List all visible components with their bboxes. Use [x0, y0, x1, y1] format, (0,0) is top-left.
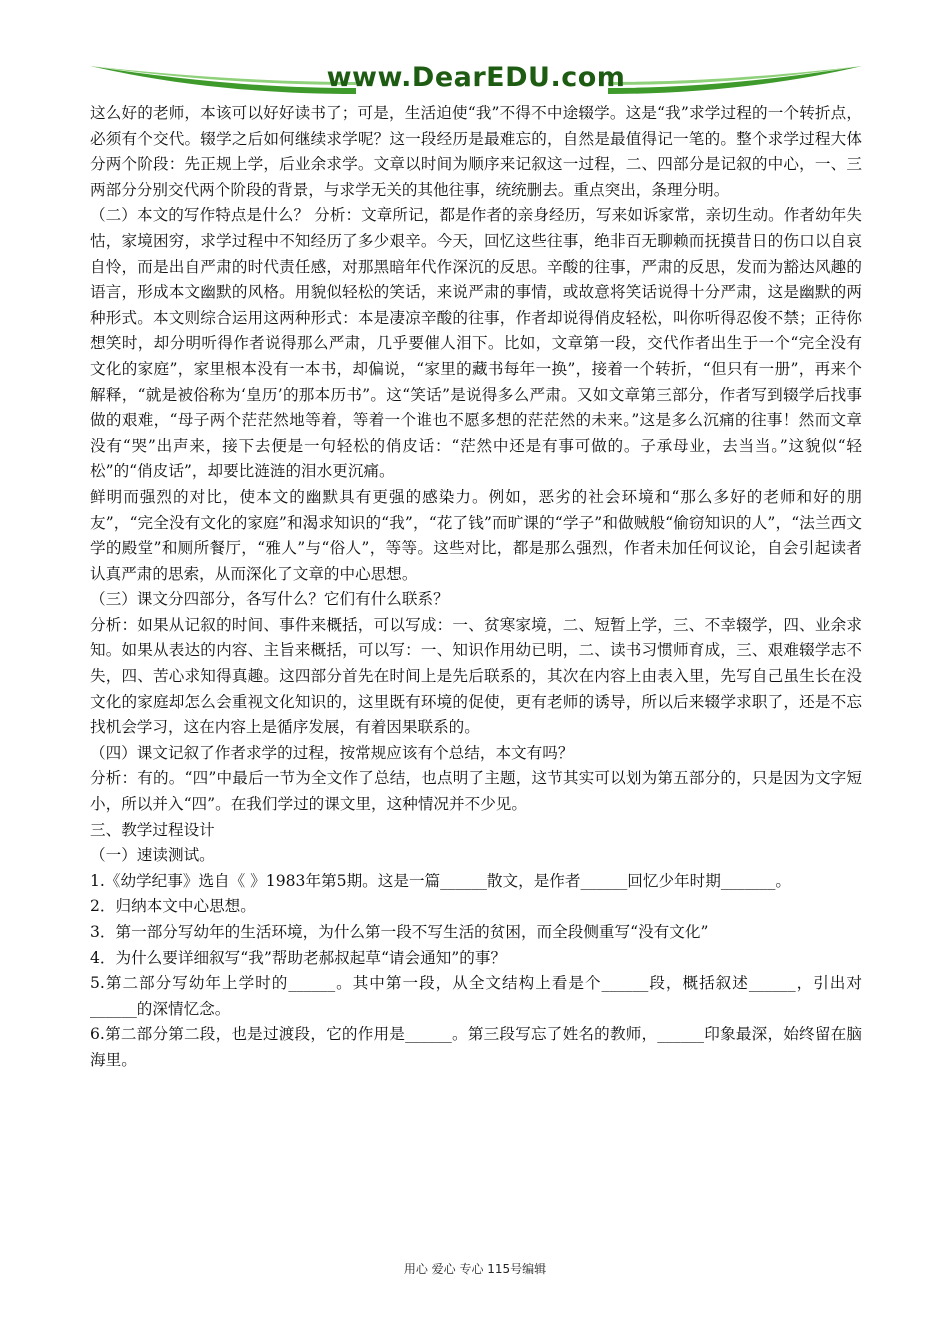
document-body [90, 101, 862, 1074]
question-item: 4．为什么要详细叙写“我”帮助老郝叔起草“请会通知”的事？ [90, 948, 507, 967]
question-item: 3．第一部分写幼年的生活环境，为什么第一段不写生活的贫困，而全段侧重写“没有文化” [90, 923, 709, 941]
question-item: 5.第二部分写幼年上学时的______。其中第一段，从全文结构上看是个______段，概括叙述______，引出对______的深情忆念。 [90, 974, 862, 1018]
paragraph: （四）课文记叙了作者求学的过程，按常规应该有个总结，本文有吗？ [90, 743, 574, 762]
paragraph: 分析：有的。“四”中最后一节为全文作了总结，也点明了主题，这节其实可以划为第五部分的，只是因为文字短小，所以并入“四”。在我们学过的课文里，这种情况并不少见。 [90, 769, 862, 814]
question-item: 2．归纳本文中心思想。 [90, 897, 256, 916]
paragraph: （二）本文的写作特点是什么？ 分析：文章所记，都是作者的亲身经历，写来如诉家常，亲切生动。作者幼年失怙，家境困穷，求学过程中不知经历了多少艰辛。今天，回忆这些往事，绝非百无聊赖而抚摸昔日的伤口以自哀自怜，而是出自严肃的时代责任感，对那黑暗年代作深沉的反思。辛酸的往事，严肃的反思，发而为豁达风趣的语言，形成本文幽默的风格。用貌似轻松的笑话，来说严肃的事情，或故意将笑话说得十分严肃，这是幽默的两种形式。本文则综合运用这两种形式：本是凄凉辛酸的往事，作者却说得俏皮轻松，叫你听得忍俊不禁；正待你想笑时，却分明听得作者说得那么严肃，几乎要催人泪下。比如，文章第一段，交代作者出生于一个“完全没有文化的家庭”，家里根本没有一本书，却偏说，“家里的藏书每年一换”，接着一个转折，“但只有一册”，再来个解释，“就是被俗称为‘皇历’的那本历书”。这“笑话”是说得多么严肃。又如文章第三部分，作者写到辍学后找事做的艰难，“母子两个茫茫然地等着，等着一个谁也不愿多想的茫茫然的未来。”这是多么沉痛的往事！然而文章没有“哭”出声来，接下去便是一句轻松的俏皮话：“茫然中还是有事可做的。子承母业，去当当。”这貌似“轻松”的“俏皮话”，却要比涟涟的泪水更沉痛。 [90, 206, 862, 481]
paragraph: （三）课文分四部分，各写什么？它们有什么联系？ [90, 590, 449, 609]
question-item: 6.第二部分第二段，也是过渡段，它的作用是______。第三段写忘了姓名的教师，______印象最深，始终留在脑海里。 [90, 1025, 862, 1069]
paragraph: 鲜明而强烈的对比，使本文的幽默具有更强的感染力。例如，恶劣的社会环境和“那么多好的老师和好的朋友”，“完全没有文化的家庭”和渴求知识的“我”，“花了钱”而旷课的“学子”和做贼般“偷窃知识的人”，“法兰西文学的殿堂”和厕所餐厅，“雅人”与“俗人”，等等。这些对比，都是那么强烈，作者未加任何议论，自会引起读者认真严肃的思索，从而深化了文章的中心思想。 [90, 487, 862, 583]
question-item: 1.《幼学纪事》选自《 》1983年第5期。这是一篇______散文，是作者______回忆少年时期_______。 [90, 871, 791, 890]
site-logo[interactable]: www.DearEDU.com [326, 62, 626, 93]
section-heading: 三、教学过程设计 [90, 820, 215, 839]
subsection-heading: （一）速读测试。 [90, 846, 215, 865]
page-footer: 用心 爱心 专心 115号编辑 [403, 1262, 547, 1276]
paragraph: 分析：如果从记叙的时间、事件来概括，可以写成：一、贫寒家境，二、短暂上学，三、不幸辍学，四、业余求知。如果从表达的内容、主旨来概括，可以写：一、知识作用幼已明，二、读书习惯师育成，三、艰难辍学志不失，四、苦心求知得真趣。这四部分首先在时间上是先后联系的，其次在内容上由表入里，先写自己虽生长在没文化的家庭却怎么会重视文化知识的，这里既有环境的促使，更有老师的诱导，所以后来辍学求职了，还是不忘找机会学习，这在内容上是循序发展，有着因果联系的。 [90, 615, 862, 737]
site-header [88, 58, 864, 98]
paragraph: 这么好的老师，本该可以好好读书了；可是，生活迫使“我”不得不中途辍学。这是“我”求学过程的一个转折点，必须有个交代。辍学之后如何继续求学呢？这一段经历是最难忘的，自然是最值得记一笔的。整个求学过程大体分两个阶段：先正规上学，后业余求学。文章以时间为顺序来记叙这一过程，二、四部分是记叙的中心，一、三两部分分别交代两个阶段的背景，与求学无关的其他往事，统统删去。重点突出，条理分明。 [90, 104, 862, 199]
